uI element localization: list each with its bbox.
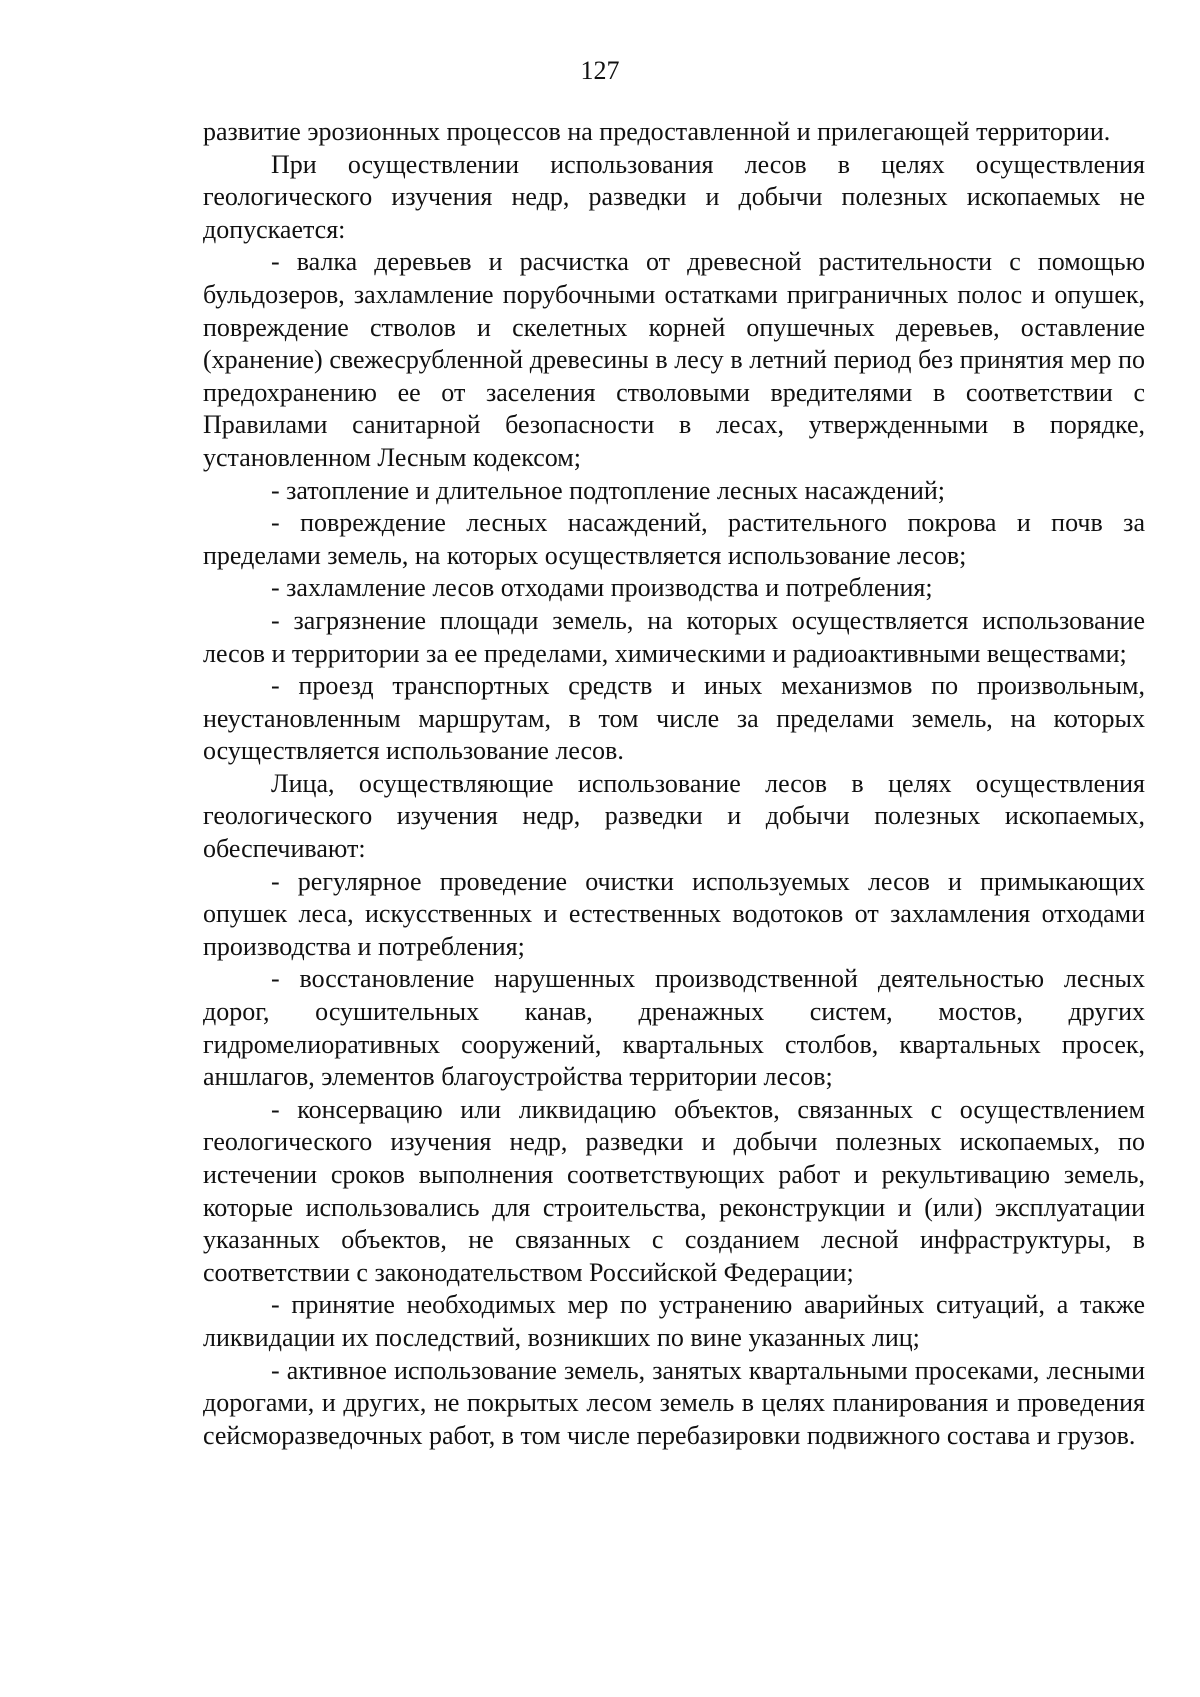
paragraph: - восстановление нарушенных производственной деятельностью лесных дорог, осушительных канав, дренажных систем, мостов, других гидромелиоративных сооружений, квартальных столбов, квартальных просек, аншлагов, элементов благоустройства территории лесов; — [203, 964, 1145, 1092]
paragraph: - проезд транспортных средств и иных механизмов по произвольным, неустановленным маршрутам, в том числе за пределами земель, на которых осуществляется использование лесов. — [203, 671, 1145, 766]
paragraph: Лица, осуществляющие использование лесов в целях осуществления геологического изучения недр, разведки и добычи полезных ископаемых, обеспечивают: — [203, 768, 1145, 864]
paragraph: - валка деревьев и расчистка от древесной растительности с помощью бульдозеров, захламление порубочными остатками приграничных полос и опушек, повреждение стволов и скелетных корней опушечных деревьев, оставление (хранение) свежесрубленной древесины в лесу в летний период без принятия мер по предохранению ее от заселения стволовыми вредителями в соответствии с Правилами санитарной безопасности в лесах, утвержденными в порядке, установленном Лесным кодексом; — [203, 247, 1145, 472]
paragraph: - активное использование земель, занятых квартальными просеками, лесными дорогами, и других, не покрытых лесом земель в целях планирования и проведения сейсморазведочных работ, в том числе перебазировки подвижного состава и грузов. — [203, 1355, 1145, 1450]
paragraph: - загрязнение площади земель, на которых осуществляется использование лесов и территории за ее пределами, химическими и радиоактивными веществами; — [203, 605, 1145, 668]
paragraph: развитие эрозионных процессов на предоставленной и прилегающей территории. — [203, 117, 1111, 146]
paragraph: - повреждение лесных насаждений, растительного покрова и почв за пределами земель, на которых осуществляется использование лесов; — [203, 508, 1145, 570]
paragraph: - затопление и длительное подтопление лесных насаждений; — [271, 475, 945, 505]
document-body — [203, 116, 1145, 1452]
paragraph: - захламление лесов отходами производства и потребления; — [271, 573, 933, 603]
paragraph: При осуществлении использования лесов в целях осуществления геологического изучения недр, разведки и добычи полезных ископаемых не допускается: — [203, 149, 1145, 244]
paragraph: - принятие необходимых мер по устранению аварийных ситуаций, а также ликвидации их последствий, возникших по вине указанных лиц; — [203, 1290, 1145, 1352]
paragraph: - регулярное проведение очистки используемых лесов и примыкающих опушек леса, искусственных и естественных водотоков от захламления отходами производства и потребления; — [203, 866, 1145, 961]
paragraph: - консервацию или ликвидацию объектов, связанных с осуществлением геологического изучения недр, разведки и добычи полезных ископаемых, по истечении сроков выполнения соответствующих работ и рекультивацию земель, которые использовались для строительства, реконструкции и (или) эксплуатации указанных объектов, не связанных с созданием лесной инфраструктуры, в соответствии с законодательством Российской Федерации; — [203, 1094, 1145, 1287]
page-number: 127 — [580, 56, 620, 85]
